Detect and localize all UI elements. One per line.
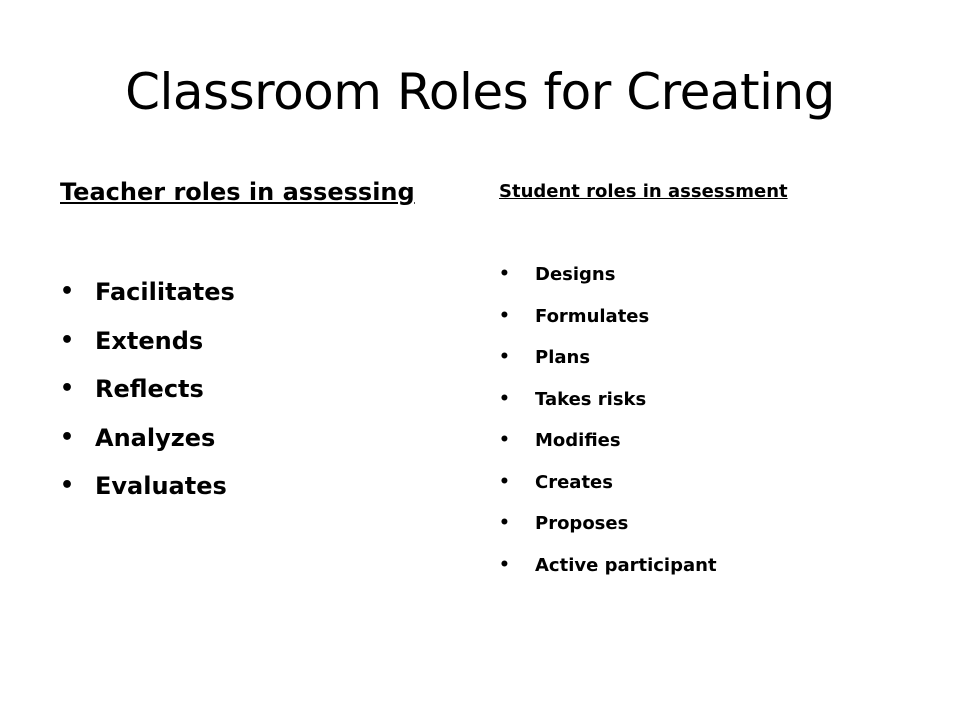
list-item-label: Creates <box>535 471 613 493</box>
list-item <box>499 503 919 545</box>
bullet-icon: • <box>60 376 75 401</box>
list-item <box>499 296 919 338</box>
bullet-icon: • <box>499 513 510 533</box>
bullet-icon: • <box>499 264 510 284</box>
list-item-label: Facilitates <box>95 278 235 306</box>
list-item <box>499 379 919 421</box>
list-item <box>499 254 919 296</box>
slide-title: Classroom Roles for Creating <box>125 63 835 121</box>
list-item-label: Modifies <box>535 430 621 451</box>
list-item <box>60 365 480 414</box>
bullet-icon: • <box>499 305 510 326</box>
student-roles-column <box>499 176 919 586</box>
list-item-label: Evaluates <box>95 472 227 500</box>
list-item-label: Designs <box>535 264 616 285</box>
list-item <box>60 414 480 463</box>
list-item <box>499 462 919 504</box>
teacher-roles-heading: Teacher roles in assessing <box>60 178 415 206</box>
list-item-label: Active participant <box>535 554 717 576</box>
list-item-label: Takes risks <box>535 388 647 410</box>
bullet-icon: • <box>499 388 510 409</box>
list-item <box>60 462 480 511</box>
bullet-icon: • <box>60 424 75 450</box>
list-item-label: Analyzes <box>95 423 216 452</box>
student-roles-heading: Student roles in assessment <box>499 181 788 202</box>
bullet-icon: • <box>499 347 510 367</box>
bullet-icon: • <box>499 430 510 450</box>
teacher-roles-list <box>60 268 480 511</box>
bullet-icon: • <box>60 473 75 498</box>
student-roles-list <box>499 254 919 586</box>
list-item-label: Formulates <box>535 305 650 327</box>
list-item-label: Proposes <box>535 513 629 534</box>
list-item <box>60 317 480 366</box>
bullet-icon: • <box>60 279 75 304</box>
list-item-label: Plans <box>535 347 591 368</box>
bullet-icon: • <box>499 554 510 575</box>
list-item <box>499 337 919 379</box>
bullet-icon: • <box>499 471 510 492</box>
list-item <box>499 545 919 587</box>
list-item <box>60 268 480 317</box>
teacher-roles-column <box>60 170 480 511</box>
list-item <box>499 420 919 462</box>
list-item-label: Reflects <box>95 375 204 403</box>
list-item-label: Extends <box>95 326 204 355</box>
bullet-icon: • <box>60 327 75 353</box>
